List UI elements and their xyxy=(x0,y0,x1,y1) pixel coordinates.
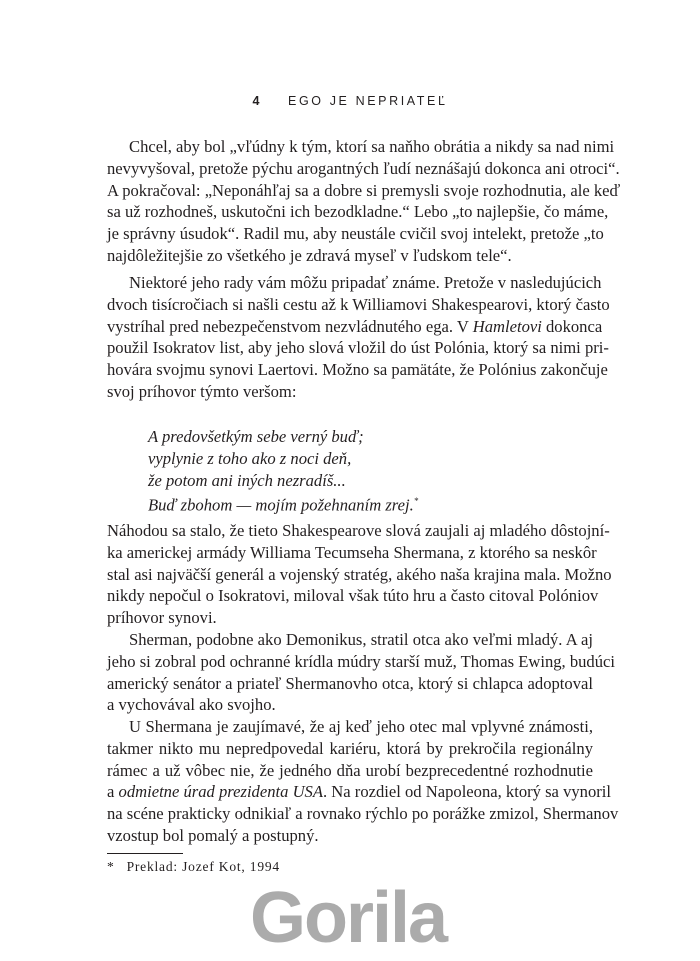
paragraph xyxy=(107,716,619,847)
text-segment: a vychovával ako svojho. xyxy=(107,695,276,715)
text-segment: je správny úsudok“. Radil mu, aby neustále cvičil svoj intelekt, pretože „to xyxy=(107,224,604,244)
text-line xyxy=(107,607,593,629)
text-segment: Niektoré jeho rady vám môžu pripadať známe. Pretože v nasledujúcich xyxy=(129,273,602,292)
page-number: 4 xyxy=(252,94,263,108)
running-title: EGO JE NEPRIATEĽ xyxy=(288,94,448,108)
text-segment: vzostup bol pomalý a postupný. xyxy=(107,825,319,845)
verse-line: A predovšetkým sebe verný buď; xyxy=(148,427,364,446)
text-line xyxy=(107,760,593,782)
text-line xyxy=(107,136,615,158)
text-line xyxy=(107,359,608,381)
text-line xyxy=(107,223,604,245)
text-line xyxy=(107,585,599,607)
text-line xyxy=(107,781,612,803)
text-segment: a xyxy=(107,782,119,802)
text-line xyxy=(107,201,609,223)
paragraph xyxy=(107,136,621,267)
text-segment: hovára svojmu synovi Laertovi. Možno sa pamätáte, že Polónius zakončuje xyxy=(107,360,608,380)
text-segment: príhovor synovi. xyxy=(107,608,217,628)
text-segment: najdôležitejšie zo všetkého je zdravá myseľ v ľudskom tele“. xyxy=(107,245,512,265)
text-segment: Chcel, aby bol „vľúdny k tým, ktorí sa naňho obrátia a nikdy sa nad nimi xyxy=(129,137,615,156)
text-segment: použil Isokratov list, aby jeho slová vložil do úst Polónia, ktorý sa nimi pri- xyxy=(107,338,609,358)
text-segment: rámec a už vôbec nie, že jedného dňa urobí bezprecedentné rozhodnutie xyxy=(107,760,593,780)
text-segment: nevyvyšoval, pretože pýchu arogantných ľudí neznášajú dokonca ani otroci“. xyxy=(107,158,620,178)
text-segment: nikdy nepočul o Isokratovi, miloval však túto hru a často citoval Polóniov xyxy=(107,586,599,606)
text-line xyxy=(107,520,610,542)
text-segment: U Shermana je zaujímavé, že aj keď jeho otec mal vplyvné známosti, xyxy=(129,717,593,736)
text-line xyxy=(107,245,593,267)
text-line xyxy=(107,673,593,695)
text-segment: jeho si zobral pod ochranné krídla múdry starší muž, Thomas Ewing, budúci xyxy=(107,651,615,671)
text-line xyxy=(107,158,620,180)
text-segment: dvoch tisícročiach si našli cestu až k Williamovi Shakespearovi, ktorý často xyxy=(107,294,610,314)
verse-line: že potom ani iných nezradíš... xyxy=(148,470,346,490)
text-line xyxy=(107,381,593,403)
text-line xyxy=(107,738,593,760)
running-header xyxy=(0,94,700,108)
verse-line-text: Buď zbohom — mojím požehnaním zrej. xyxy=(148,495,414,515)
text-line xyxy=(107,694,593,716)
paragraph xyxy=(107,272,610,403)
footnote-text: Preklad: Jozef Kot, 1994 xyxy=(126,859,280,874)
verse-quote xyxy=(148,426,418,513)
text-line xyxy=(107,542,597,564)
text-segment: ka americkej armády Williama Tecumseha Shermana, z ktorého sa neskôr xyxy=(107,542,597,562)
verse-line xyxy=(148,491,418,513)
italic-text: Hamletovi xyxy=(472,316,542,336)
text-line xyxy=(107,564,612,586)
text-segment: Sherman, podobne ako Demonikus, stratil otca ako veľmi mladý. A aj xyxy=(129,630,593,649)
text-segment: takmer nikto mu nepredpovedal kariéru, ktorá by prekročila regionálny xyxy=(107,738,593,758)
footnote xyxy=(107,858,280,876)
text-segment: . Na rozdiel od Napoleona, ktorý sa vynoril xyxy=(323,782,612,802)
text-segment: americký senátor a priateľ Shermanovho otca, ktorý si chlapca adoptoval xyxy=(107,673,593,693)
text-line xyxy=(107,629,593,651)
gorila-watermark-logo: Gorila xyxy=(250,878,447,958)
text-segment: stal asi najväčší generál a vojenský stratég, akého naša krajina mala. Možno xyxy=(107,564,612,584)
text-line xyxy=(107,337,609,359)
text-line xyxy=(107,651,615,673)
footnote-divider xyxy=(107,853,183,854)
italic-text: odmietne úrad prezidenta USA xyxy=(118,782,323,802)
footnote-marker: * xyxy=(107,859,115,874)
text-line xyxy=(107,316,603,338)
paragraph xyxy=(107,629,615,716)
verse-line: vyplynie z toho ako z noci deň, xyxy=(148,448,352,468)
text-segment: svoj príhovor týmto veršom: xyxy=(107,381,297,401)
text-segment: dokonca xyxy=(541,316,603,336)
footnote-reference: * xyxy=(413,496,419,507)
text-line xyxy=(107,294,610,316)
text-segment: sa už rozhodneš, uskutočni ich bezodkladne.“ Lebo „to najlepšie, čo máme, xyxy=(107,202,609,222)
text-segment: vystríhal pred nebezpečenstvom nezvládnutého ega. V xyxy=(107,316,473,336)
paragraph xyxy=(107,520,612,629)
text-line xyxy=(107,716,593,738)
text-line xyxy=(107,272,602,294)
text-line xyxy=(107,803,619,825)
text-segment: A pokračoval: „Neponáhľaj sa a dobre si premysli svoje rozhodnutia, ale keď xyxy=(107,180,621,200)
text-line xyxy=(107,180,621,202)
text-segment: na scéne prakticky odnikiaľ a rovnako rýchlo po porážke zmizol, Shermanov xyxy=(107,804,619,824)
text-segment: Náhodou sa stalo, že tieto Shakespearove slová zaujali aj mladého dôstojní- xyxy=(107,521,610,540)
text-line xyxy=(107,825,593,847)
